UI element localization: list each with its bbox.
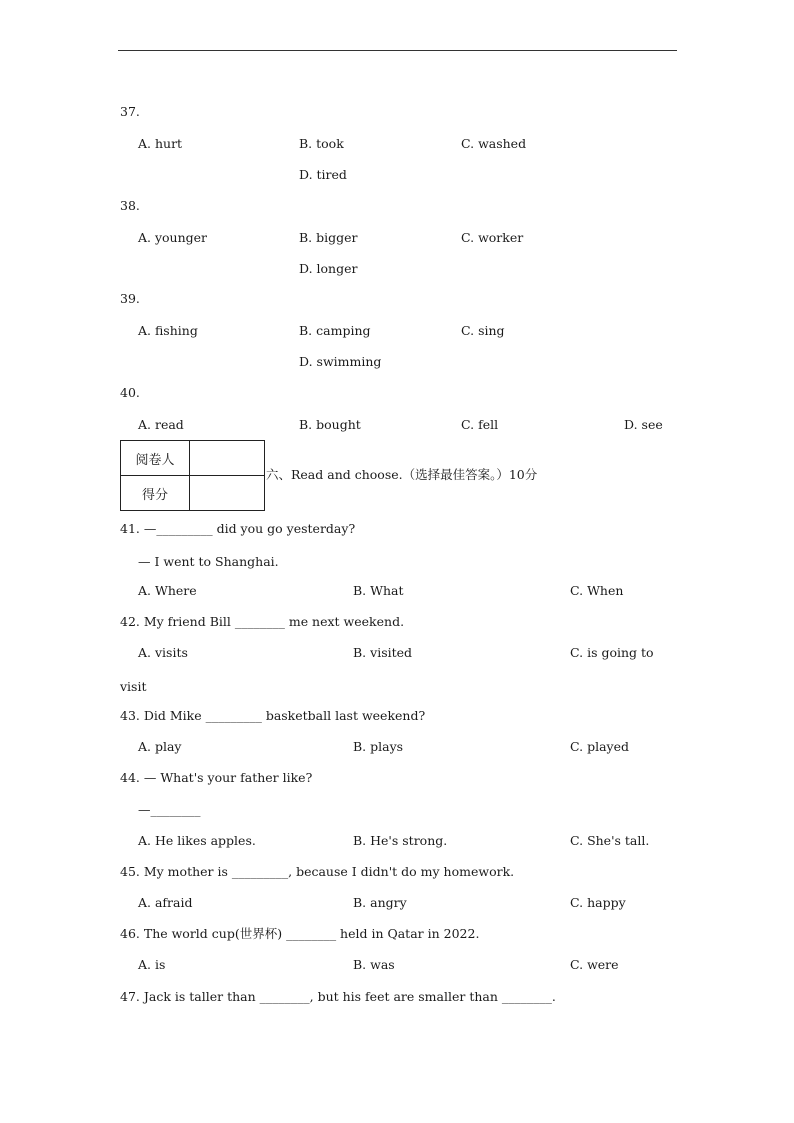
q41-option-c: C. When	[570, 583, 624, 598]
q39-option-c: C. sing	[461, 323, 505, 338]
q37-option-d: D. tired	[299, 167, 347, 182]
q42-stem: 42. My friend Bill ________ me next weekend.	[120, 614, 405, 629]
q38-number: 38.	[120, 198, 140, 213]
header-rule	[118, 50, 677, 51]
q39-option-d: D. swimming	[299, 354, 382, 369]
q38-option-a: A. younger	[138, 230, 208, 245]
section-six-title: 六、Read and choose.（选择最佳答案。）10分	[266, 467, 538, 482]
q37-option-a: A. hurt	[138, 136, 183, 151]
reviewer-field[interactable]	[190, 441, 265, 476]
q40-number: 40.	[120, 385, 140, 400]
q44-option-b: B. He's strong.	[353, 833, 448, 848]
q40-option-b: B. bought	[299, 417, 361, 432]
q38-option-b: B. bigger	[299, 230, 358, 245]
q39-option-a: A. fishing	[138, 323, 198, 338]
q41-stem: 41. —_________ did you go yesterday?	[120, 521, 356, 536]
q47-stem: 47. Jack is taller than ________, but his feet are smaller than ________.	[120, 989, 556, 1004]
q40-option-c: C. fell	[461, 417, 499, 432]
q38-option-c: C. worker	[461, 230, 524, 245]
q39-number: 39.	[120, 291, 140, 306]
q43-option-b: B. plays	[353, 739, 404, 754]
q45-stem: 45. My mother is _________, because I didn't do my homework.	[120, 864, 515, 879]
q39-option-b: B. camping	[299, 323, 371, 338]
score-field[interactable]	[190, 476, 265, 511]
q42-option-c-continued: visit	[120, 679, 147, 694]
q46-option-b: B. was	[353, 957, 395, 972]
q43-stem: 43. Did Mike _________ basketball last weekend?	[120, 708, 426, 723]
q45-option-b: B. angry	[353, 895, 407, 910]
score-label: 得分	[121, 476, 190, 511]
q38-option-d: D. longer	[299, 261, 358, 276]
q42-option-b: B. visited	[353, 645, 413, 660]
score-table	[120, 440, 265, 511]
q37-number: 37.	[120, 104, 140, 119]
q46-option-c: C. were	[570, 957, 619, 972]
q40-option-d: D. see	[624, 417, 663, 432]
q42-option-a: A. visits	[138, 645, 188, 660]
q44-stem: 44. — What's your father like?	[120, 770, 313, 785]
q41-option-b: B. What	[353, 583, 404, 598]
q41-option-a: A. Where	[138, 583, 197, 598]
q45-option-a: A. afraid	[138, 895, 193, 910]
q44-option-c: C. She's tall.	[570, 833, 650, 848]
q43-option-a: A. play	[138, 739, 182, 754]
q37-option-b: B. took	[299, 136, 344, 151]
q44-reply: —________	[138, 802, 201, 817]
q45-option-c: C. happy	[570, 895, 626, 910]
q37-option-c: C. washed	[461, 136, 527, 151]
q41-reply: — I went to Shanghai.	[138, 554, 279, 569]
q46-option-a: A. is	[138, 957, 166, 972]
q44-option-a: A. He likes apples.	[138, 833, 256, 848]
reviewer-label: 阅卷人	[121, 441, 190, 476]
q42-option-c: C. is going to	[570, 645, 654, 660]
q43-option-c: C. played	[570, 739, 629, 754]
q46-stem: 46. The world cup(世界杯) ________ held in Qatar in 2022.	[120, 926, 480, 941]
q40-option-a: A. read	[138, 417, 184, 432]
